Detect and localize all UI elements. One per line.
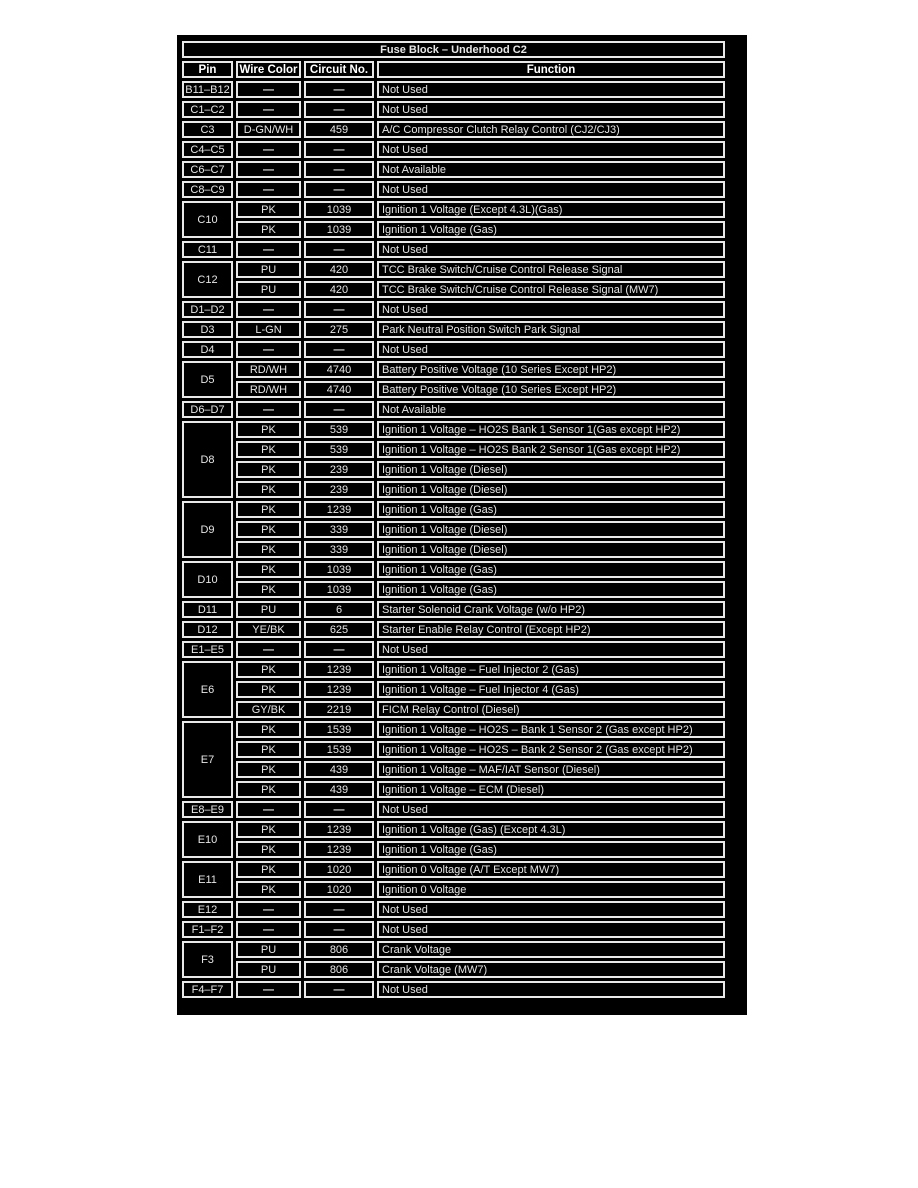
function-cell: Park Neutral Position Switch Park Signal [377,321,725,338]
table-row [182,841,725,858]
wire-color-cell: — [236,181,301,198]
wire-color-cell: PU [236,941,301,958]
wire-color-cell: YE/BK [236,621,301,638]
pin-cell: C3 [182,121,233,138]
table-header-row [182,61,725,78]
circuit-no-cell: — [304,241,374,258]
function-cell: Ignition 1 Voltage – ECM (Diesel) [377,781,725,798]
column-header-wire-color: Wire Color [236,61,301,78]
pin-cell: D4 [182,341,233,358]
wire-color-cell: PK [236,421,301,438]
wire-color-cell: PU [236,601,301,618]
circuit-no-cell: 1020 [304,881,374,898]
wire-color-cell: GY/BK [236,701,301,718]
wire-color-cell: — [236,301,301,318]
circuit-no-cell: — [304,641,374,658]
table-row [182,541,725,558]
pin-cell: D10 [182,561,233,598]
function-cell: Ignition 1 Voltage – HO2S Bank 2 Sensor 1(Gas except HP2) [377,441,725,458]
function-cell: Ignition 1 Voltage – Fuel Injector 2 (Gas) [377,661,725,678]
circuit-no-cell: 806 [304,961,374,978]
table-row [182,781,725,798]
table-row [182,101,725,118]
function-cell: Not Available [377,401,725,418]
function-cell: Ignition 1 Voltage (Gas) (Except 4.3L) [377,821,725,838]
circuit-no-cell: 1039 [304,221,374,238]
function-cell: Not Used [377,921,725,938]
circuit-no-cell: — [304,981,374,998]
column-header-pin: Pin [182,61,233,78]
table-row [182,761,725,778]
table-row [182,641,725,658]
wire-color-cell: PK [236,841,301,858]
table-row [182,821,725,838]
table-row [182,81,725,98]
function-cell: A/C Compressor Clutch Relay Control (CJ2/CJ3) [377,121,725,138]
wire-color-cell: — [236,901,301,918]
pin-cell: E7 [182,721,233,798]
circuit-no-cell: 1039 [304,561,374,578]
circuit-no-cell: — [304,901,374,918]
circuit-no-cell: 1539 [304,741,374,758]
wire-color-cell: RD/WH [236,381,301,398]
table-row [182,961,725,978]
function-cell: Not Used [377,101,725,118]
table-row [182,261,725,278]
pin-cell: F4–F7 [182,981,233,998]
fuse-block-table [179,38,728,1001]
pin-cell: C12 [182,261,233,298]
circuit-no-cell: — [304,161,374,178]
wire-color-cell: PK [236,761,301,778]
wire-color-cell: PK [236,481,301,498]
pin-cell: C4–C5 [182,141,233,158]
table-row [182,381,725,398]
table-row [182,461,725,478]
wire-color-cell: — [236,921,301,938]
table-row [182,221,725,238]
wire-color-cell: — [236,101,301,118]
wire-color-cell: PK [236,861,301,878]
circuit-no-cell: 539 [304,441,374,458]
wire-color-cell: RD/WH [236,361,301,378]
wire-color-cell: — [236,141,301,158]
function-cell: Crank Voltage [377,941,725,958]
table-row [182,941,725,958]
table-row [182,481,725,498]
wire-color-cell: PK [236,501,301,518]
table-row [182,341,725,358]
function-cell: Ignition 1 Voltage (Gas) [377,221,725,238]
function-cell: Ignition 1 Voltage – MAF/IAT Sensor (Diesel) [377,761,725,778]
wire-color-cell: PK [236,681,301,698]
table-row [182,401,725,418]
circuit-no-cell: 1039 [304,201,374,218]
table-title-row [182,41,725,58]
circuit-no-cell: 1239 [304,501,374,518]
circuit-no-cell: 6 [304,601,374,618]
pin-cell: D6–D7 [182,401,233,418]
function-cell: Not Used [377,901,725,918]
function-cell: Not Used [377,301,725,318]
function-cell: Ignition 1 Voltage – HO2S – Bank 1 Sensor 2 (Gas except HP2) [377,721,725,738]
pin-cell: D12 [182,621,233,638]
circuit-no-cell: — [304,101,374,118]
table-row [182,901,725,918]
function-cell: Ignition 1 Voltage – HO2S – Bank 2 Sensor 2 (Gas except HP2) [377,741,725,758]
circuit-no-cell: 1020 [304,861,374,878]
wire-color-cell: PK [236,461,301,478]
wire-color-cell: PK [236,581,301,598]
table-row [182,241,725,258]
wire-color-cell: PK [236,441,301,458]
function-cell: Starter Enable Relay Control (Except HP2) [377,621,725,638]
circuit-no-cell: 339 [304,541,374,558]
circuit-no-cell: 239 [304,481,374,498]
circuit-no-cell: — [304,921,374,938]
function-cell: Not Used [377,981,725,998]
table-row [182,721,725,738]
function-cell: Not Used [377,801,725,818]
function-cell: Starter Solenoid Crank Voltage (w/o HP2) [377,601,725,618]
wire-color-cell: — [236,801,301,818]
function-cell: Not Used [377,181,725,198]
table-row [182,501,725,518]
table-row [182,881,725,898]
function-cell: Ignition 1 Voltage (Diesel) [377,541,725,558]
table-row [182,921,725,938]
wire-color-cell: PK [236,821,301,838]
function-cell: Ignition 0 Voltage [377,881,725,898]
table-row [182,561,725,578]
function-cell: Battery Positive Voltage (10 Series Except HP2) [377,381,725,398]
wire-color-cell: — [236,241,301,258]
circuit-no-cell: 420 [304,281,374,298]
fuse-block-panel [177,35,747,1015]
circuit-no-cell: — [304,401,374,418]
table-row [182,301,725,318]
pin-cell: D1–D2 [182,301,233,318]
wire-color-cell: PU [236,961,301,978]
table-row [182,981,725,998]
circuit-no-cell: 4740 [304,381,374,398]
table-row [182,681,725,698]
function-cell: Ignition 1 Voltage (Diesel) [377,521,725,538]
pin-cell: B11–B12 [182,81,233,98]
table-row [182,361,725,378]
circuit-no-cell: — [304,301,374,318]
table-row [182,621,725,638]
pin-cell: F1–F2 [182,921,233,938]
wire-color-cell: D-GN/WH [236,121,301,138]
pin-cell: C1–C2 [182,101,233,118]
function-cell: Not Used [377,141,725,158]
pin-cell: C11 [182,241,233,258]
pin-cell: E1–E5 [182,641,233,658]
table-row [182,201,725,218]
pin-cell: D8 [182,421,233,498]
wire-color-cell: PK [236,881,301,898]
function-cell: Ignition 1 Voltage – Fuel Injector 4 (Gas) [377,681,725,698]
wire-color-cell: PU [236,261,301,278]
circuit-no-cell: 439 [304,781,374,798]
column-header-function: Function [377,61,725,78]
pin-cell: E8–E9 [182,801,233,818]
wire-color-cell: — [236,81,301,98]
pin-cell: D5 [182,361,233,398]
function-cell: Ignition 1 Voltage (Diesel) [377,461,725,478]
function-cell: Ignition 1 Voltage (Diesel) [377,481,725,498]
function-cell: TCC Brake Switch/Cruise Control Release Signal (MW7) [377,281,725,298]
wire-color-cell: PK [236,661,301,678]
table-row [182,441,725,458]
function-cell: Not Used [377,241,725,258]
pin-cell: F3 [182,941,233,978]
function-cell: Crank Voltage (MW7) [377,961,725,978]
wire-color-cell: PK [236,201,301,218]
table-row [182,161,725,178]
circuit-no-cell: 1039 [304,581,374,598]
table-row [182,801,725,818]
table-title: Fuse Block – Underhood C2 [182,41,725,58]
function-cell: Battery Positive Voltage (10 Series Except HP2) [377,361,725,378]
function-cell: Not Available [377,161,725,178]
circuit-no-cell: 1239 [304,841,374,858]
circuit-no-cell: — [304,341,374,358]
table-row [182,321,725,338]
wire-color-cell: PK [236,541,301,558]
wire-color-cell: — [236,401,301,418]
wire-color-cell: L-GN [236,321,301,338]
circuit-no-cell: — [304,141,374,158]
circuit-no-cell: — [304,801,374,818]
function-cell: Not Used [377,81,725,98]
table-row [182,701,725,718]
wire-color-cell: PK [236,781,301,798]
pin-cell: D9 [182,501,233,558]
circuit-no-cell: 439 [304,761,374,778]
function-cell: Ignition 1 Voltage (Gas) [377,581,725,598]
pin-cell: C6–C7 [182,161,233,178]
table-row [182,141,725,158]
circuit-no-cell: 275 [304,321,374,338]
wire-color-cell: — [236,641,301,658]
circuit-no-cell: 239 [304,461,374,478]
circuit-no-cell: 459 [304,121,374,138]
function-cell: Ignition 1 Voltage (Gas) [377,501,725,518]
table-row [182,281,725,298]
pin-cell: E6 [182,661,233,718]
wire-color-cell: PK [236,221,301,238]
function-cell: Not Used [377,641,725,658]
function-cell: FICM Relay Control (Diesel) [377,701,725,718]
circuit-no-cell: 806 [304,941,374,958]
function-cell: Ignition 0 Voltage (A/T Except MW7) [377,861,725,878]
table-row [182,521,725,538]
wire-color-cell: PK [236,721,301,738]
table-body [182,81,725,998]
circuit-no-cell: 2219 [304,701,374,718]
table-row [182,181,725,198]
wire-color-cell: — [236,341,301,358]
function-cell: Ignition 1 Voltage (Gas) [377,561,725,578]
pin-cell: C10 [182,201,233,238]
table-row [182,601,725,618]
circuit-no-cell: 1239 [304,821,374,838]
table-row [182,581,725,598]
table-row [182,421,725,438]
pin-cell: E11 [182,861,233,898]
circuit-no-cell: 4740 [304,361,374,378]
pin-cell: D3 [182,321,233,338]
table-row [182,121,725,138]
function-cell: Ignition 1 Voltage – HO2S Bank 1 Sensor 1(Gas except HP2) [377,421,725,438]
circuit-no-cell: — [304,81,374,98]
circuit-no-cell: 1239 [304,681,374,698]
pin-cell: D11 [182,601,233,618]
table-row [182,861,725,878]
function-cell: Ignition 1 Voltage (Gas) [377,841,725,858]
wire-color-cell: — [236,161,301,178]
pin-cell: E10 [182,821,233,858]
function-cell: Not Used [377,341,725,358]
wire-color-cell: PK [236,521,301,538]
wire-color-cell: PK [236,741,301,758]
table-row [182,661,725,678]
wire-color-cell: — [236,981,301,998]
circuit-no-cell: 539 [304,421,374,438]
function-cell: TCC Brake Switch/Cruise Control Release Signal [377,261,725,278]
pin-cell: E12 [182,901,233,918]
wire-color-cell: PK [236,561,301,578]
circuit-no-cell: 1539 [304,721,374,738]
wire-color-cell: PU [236,281,301,298]
circuit-no-cell: 420 [304,261,374,278]
circuit-no-cell: 1239 [304,661,374,678]
column-header-circuit-no: Circuit No. [304,61,374,78]
pin-cell: C8–C9 [182,181,233,198]
circuit-no-cell: — [304,181,374,198]
table-row [182,741,725,758]
circuit-no-cell: 339 [304,521,374,538]
function-cell: Ignition 1 Voltage (Except 4.3L)(Gas) [377,201,725,218]
circuit-no-cell: 625 [304,621,374,638]
